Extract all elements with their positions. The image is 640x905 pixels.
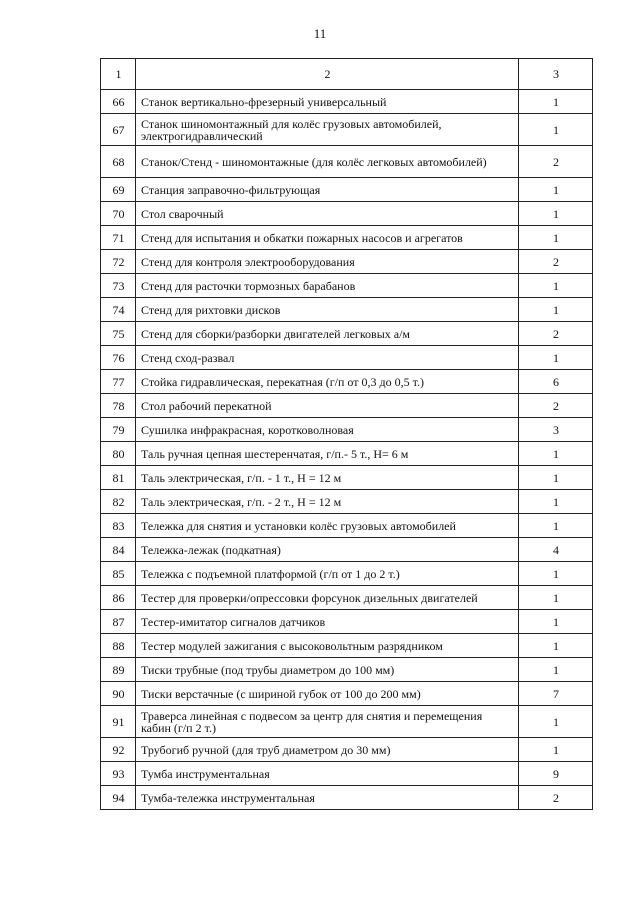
table-row xyxy=(101,762,593,786)
table-row xyxy=(101,490,593,514)
row-quantity-cell: 1 xyxy=(519,586,593,610)
row-number-cell: 77 xyxy=(101,370,136,394)
table-header-row xyxy=(101,59,593,90)
row-name-cell: Таль ручная цепная шестеренчатая, г/п.- 5 т., Н= 6 м xyxy=(136,442,519,466)
row-quantity-cell: 1 xyxy=(519,562,593,586)
row-name-cell: Стенд сход-развал xyxy=(136,346,519,370)
table-row xyxy=(101,634,593,658)
table-row xyxy=(101,514,593,538)
table-row xyxy=(101,298,593,322)
row-number-cell: 91 xyxy=(101,706,136,738)
table-row xyxy=(101,226,593,250)
row-name-cell: Стол рабочий перекатной xyxy=(136,394,519,418)
table-row xyxy=(101,394,593,418)
row-quantity-cell: 1 xyxy=(519,514,593,538)
row-quantity-cell: 2 xyxy=(519,786,593,810)
row-number-cell: 73 xyxy=(101,274,136,298)
row-name-cell: Трубогиб ручной (для труб диаметром до 30 мм) xyxy=(136,738,519,762)
row-quantity-cell: 1 xyxy=(519,346,593,370)
row-name-cell: Станок/Стенд - шиномонтажные (для колёс легковых автомобилей) xyxy=(136,146,519,178)
row-name-cell: Тестер для проверки/опрессовки форсунок дизельных двигателей xyxy=(136,586,519,610)
table-row xyxy=(101,146,593,178)
row-quantity-cell: 2 xyxy=(519,322,593,346)
row-number-cell: 67 xyxy=(101,114,136,146)
row-quantity-cell: 1 xyxy=(519,274,593,298)
row-quantity-cell: 7 xyxy=(519,682,593,706)
row-name-cell: Стенд для контроля электрооборудования xyxy=(136,250,519,274)
row-number-cell: 84 xyxy=(101,538,136,562)
row-name-cell: Тиски верстачные (с шириной губок от 100 до 200 мм) xyxy=(136,682,519,706)
row-name-cell: Станок вертикально-фрезерный универсальный xyxy=(136,90,519,114)
row-number-cell: 83 xyxy=(101,514,136,538)
table-row xyxy=(101,658,593,682)
row-quantity-cell: 1 xyxy=(519,90,593,114)
row-number-cell: 74 xyxy=(101,298,136,322)
header-col-quantity: 3 xyxy=(519,59,593,90)
row-quantity-cell: 1 xyxy=(519,634,593,658)
table-row xyxy=(101,114,593,146)
table-row xyxy=(101,322,593,346)
row-quantity-cell: 1 xyxy=(519,178,593,202)
row-name-cell: Тележка-лежак (подкатная) xyxy=(136,538,519,562)
row-number-cell: 87 xyxy=(101,610,136,634)
row-name-cell: Тумба инструментальная xyxy=(136,762,519,786)
page-number: 11 xyxy=(313,26,327,41)
row-number-cell: 78 xyxy=(101,394,136,418)
row-quantity-cell: 1 xyxy=(519,706,593,738)
table-row xyxy=(101,786,593,810)
row-quantity-cell: 9 xyxy=(519,762,593,786)
table-row xyxy=(101,418,593,442)
row-name-cell: Стойка гидравлическая, перекатная (г/п от 0,3 до 0,5 т.) xyxy=(136,370,519,394)
table-row xyxy=(101,90,593,114)
row-name-cell: Тележка с подъемной платформой (г/п от 1 до 2 т.) xyxy=(136,562,519,586)
row-number-cell: 68 xyxy=(101,146,136,178)
row-number-cell: 80 xyxy=(101,442,136,466)
table-row xyxy=(101,682,593,706)
table-row xyxy=(101,610,593,634)
row-quantity-cell: 1 xyxy=(519,738,593,762)
table-row xyxy=(101,202,593,226)
row-number-cell: 76 xyxy=(101,346,136,370)
row-name-cell: Тележка для снятия и установки колёс грузовых автомобилей xyxy=(136,514,519,538)
row-number-cell: 86 xyxy=(101,586,136,610)
table-row xyxy=(101,538,593,562)
table-row xyxy=(101,370,593,394)
table-row xyxy=(101,738,593,762)
row-name-cell: Сушилка инфракрасная, коротковолновая xyxy=(136,418,519,442)
row-number-cell: 75 xyxy=(101,322,136,346)
row-number-cell: 81 xyxy=(101,466,136,490)
row-number-cell: 90 xyxy=(101,682,136,706)
row-number-cell: 92 xyxy=(101,738,136,762)
row-number-cell: 82 xyxy=(101,490,136,514)
row-number-cell: 66 xyxy=(101,90,136,114)
row-number-cell: 72 xyxy=(101,250,136,274)
row-name-cell: Тестер-имитатор сигналов датчиков xyxy=(136,610,519,634)
row-quantity-cell: 4 xyxy=(519,538,593,562)
row-number-cell: 93 xyxy=(101,762,136,786)
table-row xyxy=(101,466,593,490)
row-name-cell: Стол сварочный xyxy=(136,202,519,226)
row-number-cell: 69 xyxy=(101,178,136,202)
row-number-cell: 88 xyxy=(101,634,136,658)
row-quantity-cell: 3 xyxy=(519,418,593,442)
row-quantity-cell: 1 xyxy=(519,114,593,146)
table-row xyxy=(101,562,593,586)
row-number-cell: 79 xyxy=(101,418,136,442)
row-quantity-cell: 1 xyxy=(519,466,593,490)
header-col-name: 2 xyxy=(136,59,519,90)
row-number-cell: 85 xyxy=(101,562,136,586)
table-row xyxy=(101,586,593,610)
row-name-cell: Станок шиномонтажный для колёс грузовых автомобилей, электрогидравлический xyxy=(136,114,519,146)
row-name-cell: Стенд для расточки тормозных барабанов xyxy=(136,274,519,298)
row-quantity-cell: 2 xyxy=(519,146,593,178)
row-quantity-cell: 1 xyxy=(519,298,593,322)
row-quantity-cell: 1 xyxy=(519,226,593,250)
row-quantity-cell: 1 xyxy=(519,202,593,226)
row-number-cell: 71 xyxy=(101,226,136,250)
row-name-cell: Стенд для сборки/разборки двигателей легковых а/м xyxy=(136,322,519,346)
row-name-cell: Тиски трубные (под трубы диаметром до 100 мм) xyxy=(136,658,519,682)
row-number-cell: 70 xyxy=(101,202,136,226)
table-row xyxy=(101,250,593,274)
row-quantity-cell: 6 xyxy=(519,370,593,394)
table-row xyxy=(101,706,593,738)
table-row xyxy=(101,274,593,298)
row-quantity-cell: 1 xyxy=(519,658,593,682)
equipment-table-body xyxy=(101,59,593,810)
row-name-cell: Станция заправочно-фильтрующая xyxy=(136,178,519,202)
row-quantity-cell: 2 xyxy=(519,250,593,274)
row-quantity-cell: 2 xyxy=(519,394,593,418)
equipment-table xyxy=(100,58,593,810)
header-col-number: 1 xyxy=(101,59,136,90)
row-name-cell: Траверса линейная с подвесом за центр для снятия и перемещения кабин (г/п 2 т.) xyxy=(136,706,519,738)
row-quantity-cell: 1 xyxy=(519,442,593,466)
row-number-cell: 89 xyxy=(101,658,136,682)
row-number-cell: 94 xyxy=(101,786,136,810)
table-row xyxy=(101,442,593,466)
row-name-cell: Стенд для рихтовки дисков xyxy=(136,298,519,322)
row-quantity-cell: 1 xyxy=(519,610,593,634)
row-quantity-cell: 1 xyxy=(519,490,593,514)
row-name-cell: Таль электрическая, г/п. - 1 т., Н = 12 м xyxy=(136,466,519,490)
row-name-cell: Стенд для испытания и обкатки пожарных насосов и агрегатов xyxy=(136,226,519,250)
row-name-cell: Тумба-тележка инструментальная xyxy=(136,786,519,810)
table-row xyxy=(101,346,593,370)
row-name-cell: Таль электрическая, г/п. - 2 т., Н = 12 м xyxy=(136,490,519,514)
table-row xyxy=(101,178,593,202)
row-name-cell: Тестер модулей зажигания с высоковольтным разрядником xyxy=(136,634,519,658)
